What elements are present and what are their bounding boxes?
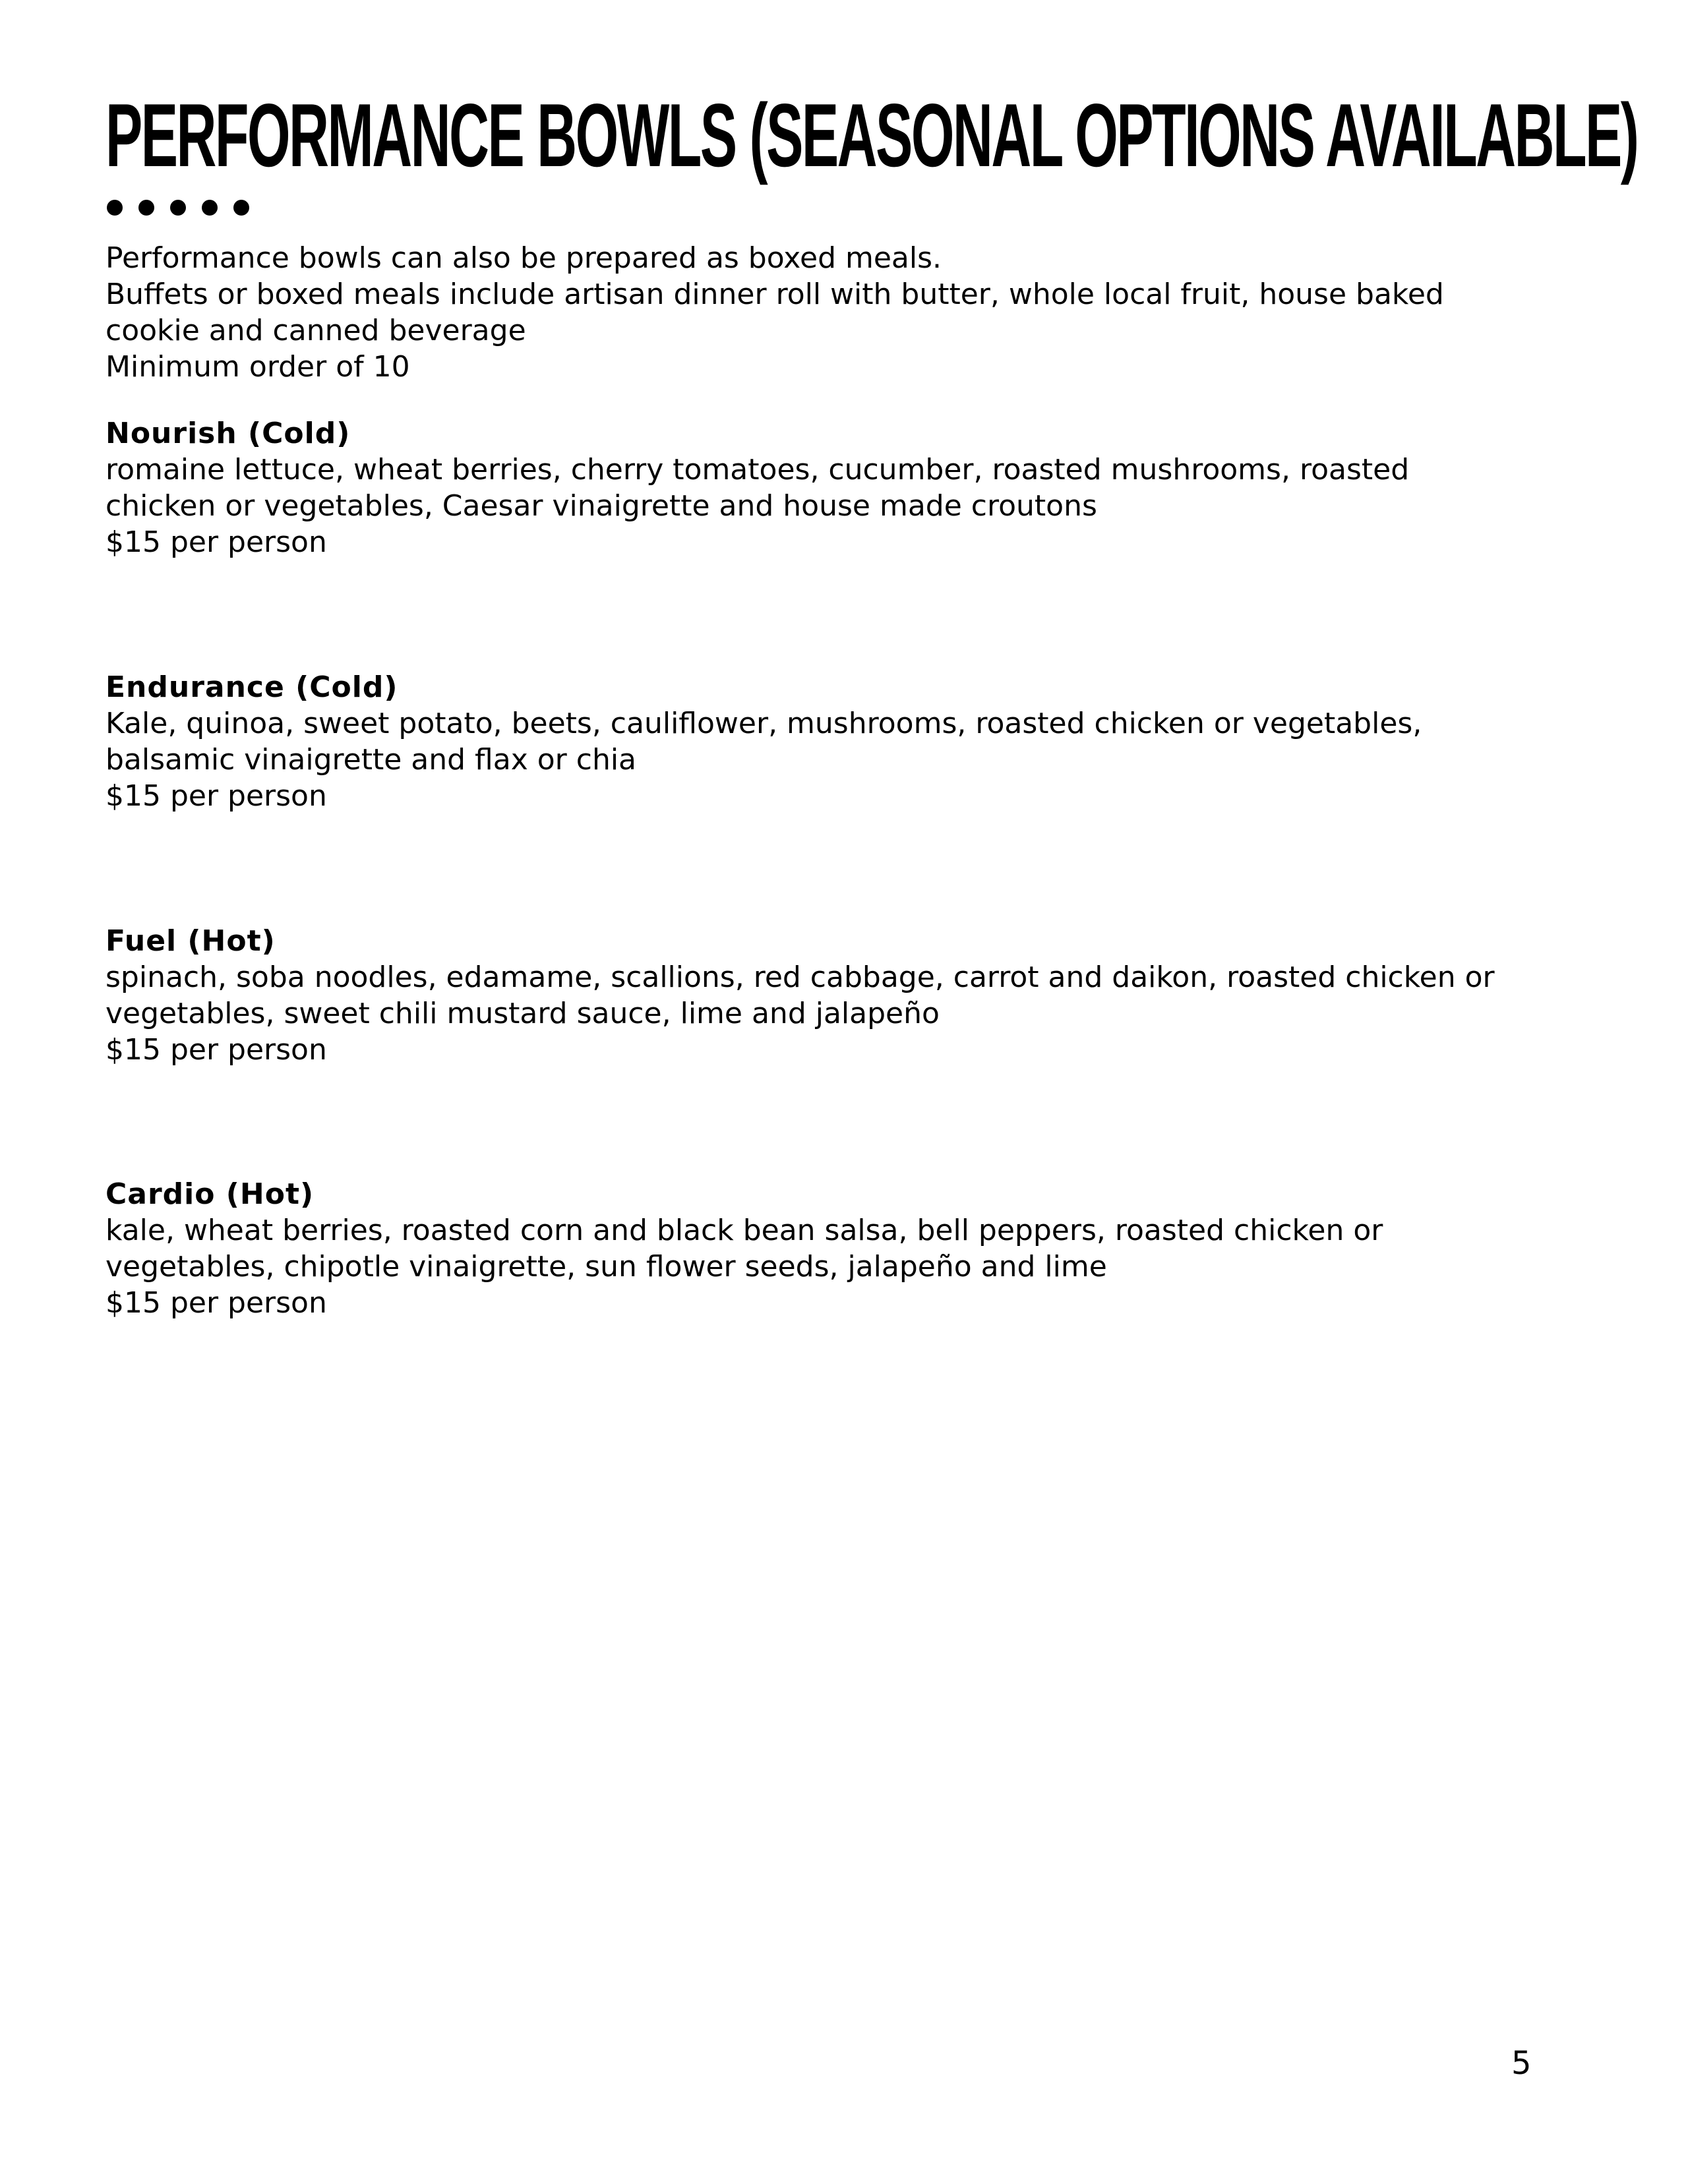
menu-item-fuel bbox=[106, 923, 1523, 1068]
menu-item-name: Endurance (Cold) bbox=[106, 670, 398, 704]
page-title: PERFORMANCE BOWLS (SEASONAL OPTIONS AVAILABLE) bbox=[106, 85, 1638, 185]
menu-item-name: Cardio (Hot) bbox=[106, 1177, 315, 1211]
decorative-dots bbox=[107, 200, 249, 216]
menu-item-description: Kale, quinoa, sweet potato, beets, cauliflower, mushrooms, roasted chicken or vegetables, balsamic vinaigrette and flax or chia bbox=[106, 707, 1422, 777]
dot-icon bbox=[233, 200, 249, 216]
intro-boxed-meals-note: Performance bowls can also be prepared as boxed meals. bbox=[106, 241, 942, 275]
intro-inclusions-note: Buffets or boxed meals include artisan dinner roll with butter, whole local fruit, house baked cookie and canned beverage bbox=[106, 278, 1444, 347]
intro-minimum-order: Minimum order of 10 bbox=[106, 350, 410, 384]
menu-item-price: $15 per person bbox=[106, 525, 327, 559]
page-number: 5 bbox=[1511, 2045, 1532, 2082]
menu-item-name: Fuel (Hot) bbox=[106, 924, 276, 958]
menu-item-nourish bbox=[106, 415, 1523, 560]
menu-item-description: kale, wheat berries, roasted corn and black bean salsa, bell peppers, roasted chicken or vegetables, chipotle vinaigrette, sun flower seeds, jalapeño and lime bbox=[106, 1214, 1383, 1284]
menu-item-description: romaine lettuce, wheat berries, cherry tomatoes, cucumber, roasted mushrooms, roasted chicken or vegetables, Caesar vinaigrette and house made croutons bbox=[106, 453, 1410, 523]
dot-icon bbox=[202, 200, 218, 216]
menu-item-name: Nourish (Cold) bbox=[106, 417, 351, 450]
menu-item-description: spinach, soba noodles, edamame, scallions, red cabbage, carrot and daikon, roasted chicken or vegetables, sweet chili mustard sauce, lime and jalapeño bbox=[106, 960, 1495, 1030]
menu-item-price: $15 per person bbox=[106, 1033, 327, 1067]
menu-item-cardio bbox=[106, 1176, 1523, 1321]
dot-icon bbox=[170, 200, 186, 216]
dot-icon bbox=[107, 200, 123, 216]
menu-item-price: $15 per person bbox=[106, 1286, 327, 1320]
menu-item-price: $15 per person bbox=[106, 779, 327, 813]
menu-item-endurance bbox=[106, 669, 1523, 814]
intro-text bbox=[106, 240, 1523, 385]
dot-icon bbox=[138, 200, 154, 216]
